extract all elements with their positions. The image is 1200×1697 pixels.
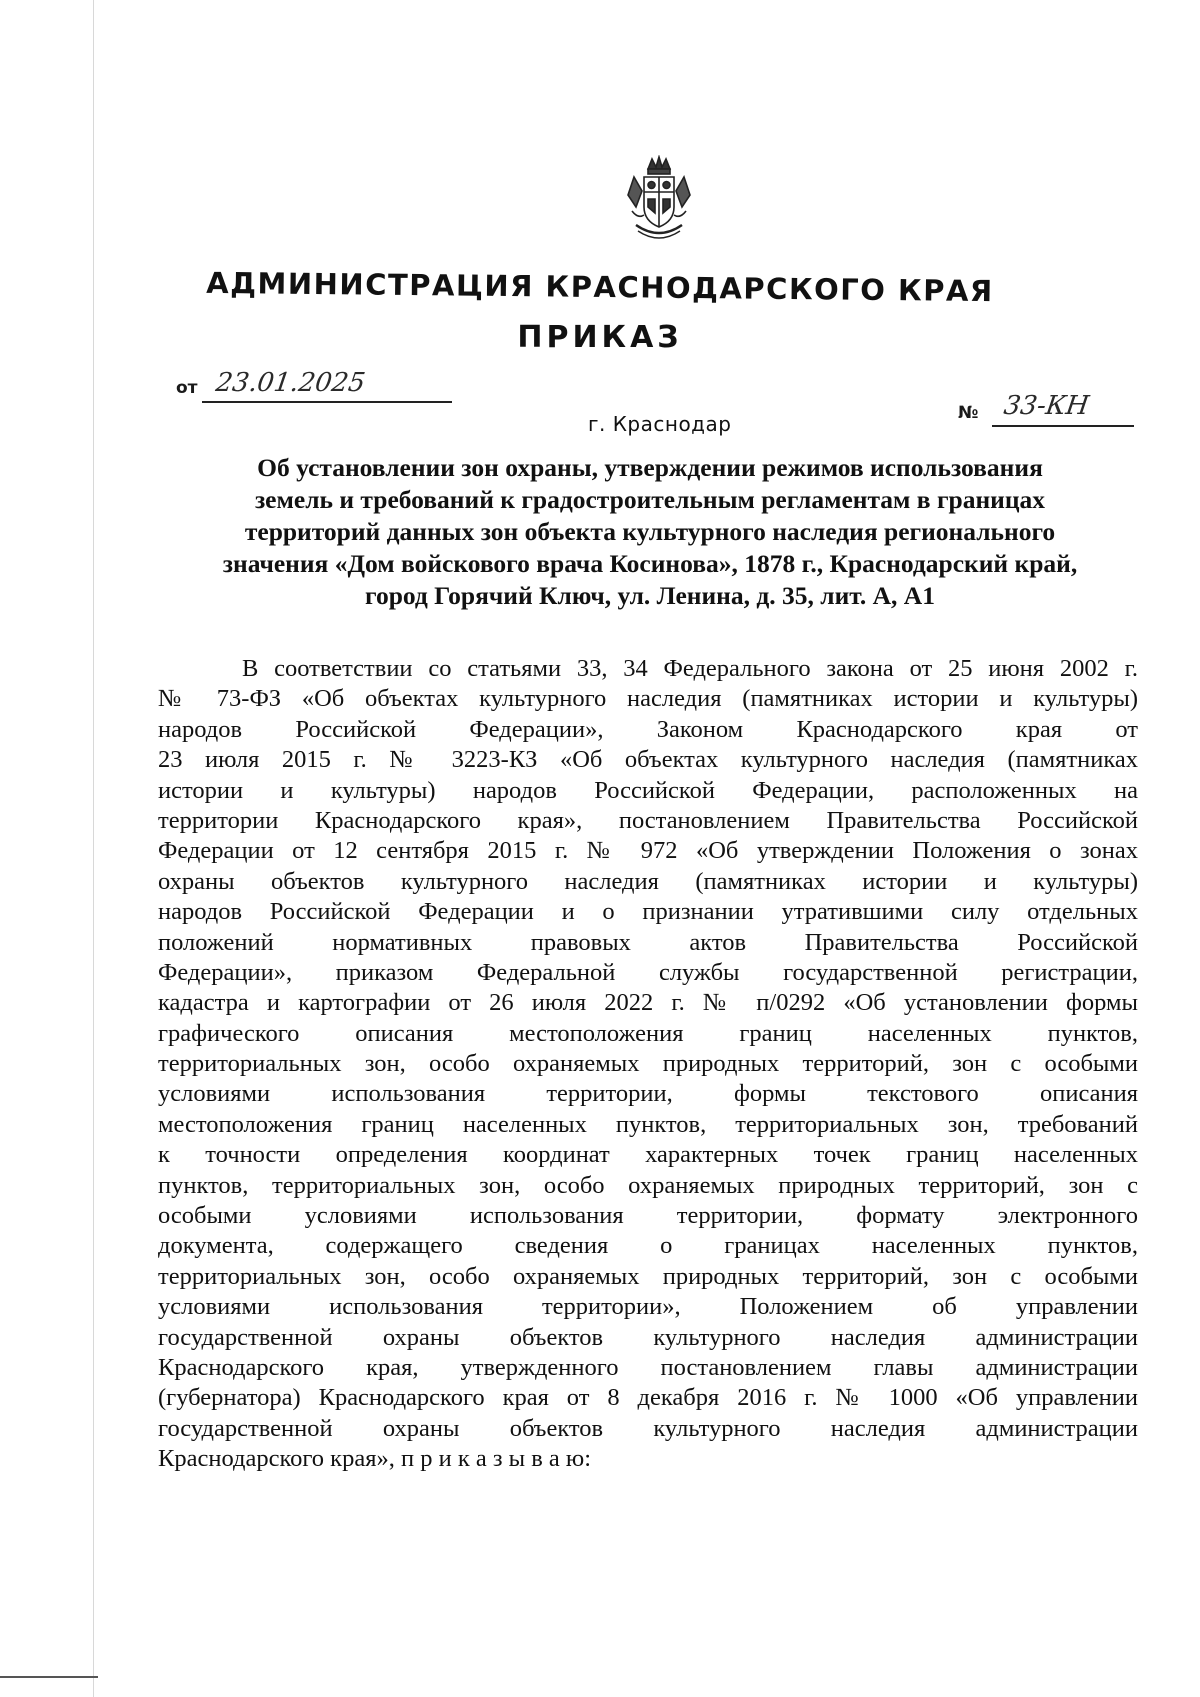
body-line: народов Российской Федерации», Законом Краснодарского края от [158,715,1138,743]
body-line: Федерации», приказом Федеральной службы государственной регистрации, [158,958,1138,986]
body-line: документа, содержащего сведения о границах населенных пунктов, [158,1232,1138,1260]
order-date-field [176,368,456,404]
body-line: территориальных зон, особо охраняемых природных территорий, зон с особыми [158,1262,1138,1290]
body-line: В соответствии со статьями 33, 34 Федерального закона от 25 июня 2002 г. [242,655,1138,682]
scan-corner-mark [0,1676,98,1678]
subject-line: город Горячий Ключ, ул. Ленина, д. 35, лит. А, А1 [365,581,935,610]
body-line: территориальных зон, особо охраняемых природных территорий, зон с особыми [158,1050,1138,1078]
body-line: Краснодарского края, утвержденного постановлением главы администрации [158,1353,1138,1381]
body-line: территории Краснодарского края», постановлением Правительства Российской [158,806,1138,834]
body-line: пунктов, территориальных зон, особо охраняемых природных территорий, зон с [158,1171,1138,1199]
subject-line: Об установлении зон охраны, утверждении режимов использования [257,453,1043,482]
body-line: к точности определения координат характерных точек границ населенных [158,1141,1138,1169]
subject-line: территорий данных зон объекта культурного наследия регионального [244,517,1056,546]
body-line: условиями использования территории, формы текстового описания [158,1080,1138,1108]
order-preamble [158,654,1138,1475]
body-line: особыми условиями использования территории, формату электронного [158,1202,1138,1230]
body-line: Краснодарского края», п р и к а з ы в а ю: [158,1445,592,1473]
order-subject [170,452,1130,612]
body-line: графического описания местоположения границ населенных пунктов, [158,1019,1138,1047]
order-number-field [958,391,1138,431]
margin-rule [93,0,94,1697]
issue-city: г. Краснодар [588,412,732,436]
body-line: государственной охраны объектов культурного наследия администрации [158,1323,1138,1351]
body-line: 23 июля 2015 г. № 3223-КЗ «Об объектах культурного наследия (памятниках [158,746,1138,774]
date-prefix: от [176,378,198,398]
body-line: № 73-ФЗ «Об объектах культурного наследия (памятниках истории и культуры) [158,685,1138,713]
date-underline [202,401,452,403]
body-line: кадастра и картографии от 26 июля 2022 г. № п/0292 «Об установлении формы [158,989,1138,1017]
body-line: (губернатора) Краснодарского края от 8 декабря 2016 г. № 1000 «Об управлении [158,1384,1138,1412]
organization-title: АДМИНИСТРАЦИЯ КРАСНОДАРСКОГО КРАЯ [206,265,994,309]
body-line: государственной охраны объектов культурного наследия администрации [158,1414,1138,1442]
document-type-title: ПРИКАЗ [517,320,683,355]
number-prefix: № [958,403,979,423]
order-date: 23.01.2025 [213,368,367,398]
coat-of-arms-emblem [624,155,694,245]
subject-line: земель и требований к градостроительным регламентам в границах [254,485,1046,514]
body-line: условиями использования территории», Положением об управлении [158,1293,1138,1321]
order-number: 33-КН [1001,391,1091,421]
subject-line: значения «Дом войскового врача Косинова», 1878 г., Краснодарский край, [222,549,1078,578]
number-underline [992,425,1134,427]
body-line: истории и культуры) народов Российской Федерации, расположенных на [158,776,1138,804]
body-line: народов Российской Федерации и о признании утратившими силу отдельных [158,898,1138,926]
body-line: положений нормативных правовых актов Правительства Российской [158,928,1138,956]
body-line: местоположения границ населенных пунктов, территориальных зон, требований [158,1110,1138,1138]
body-line: Федерации от 12 сентября 2015 г. № 972 «Об утверждении Положения о зонах [158,837,1138,865]
body-line: охраны объектов культурного наследия (памятниках истории и культуры) [158,867,1138,895]
